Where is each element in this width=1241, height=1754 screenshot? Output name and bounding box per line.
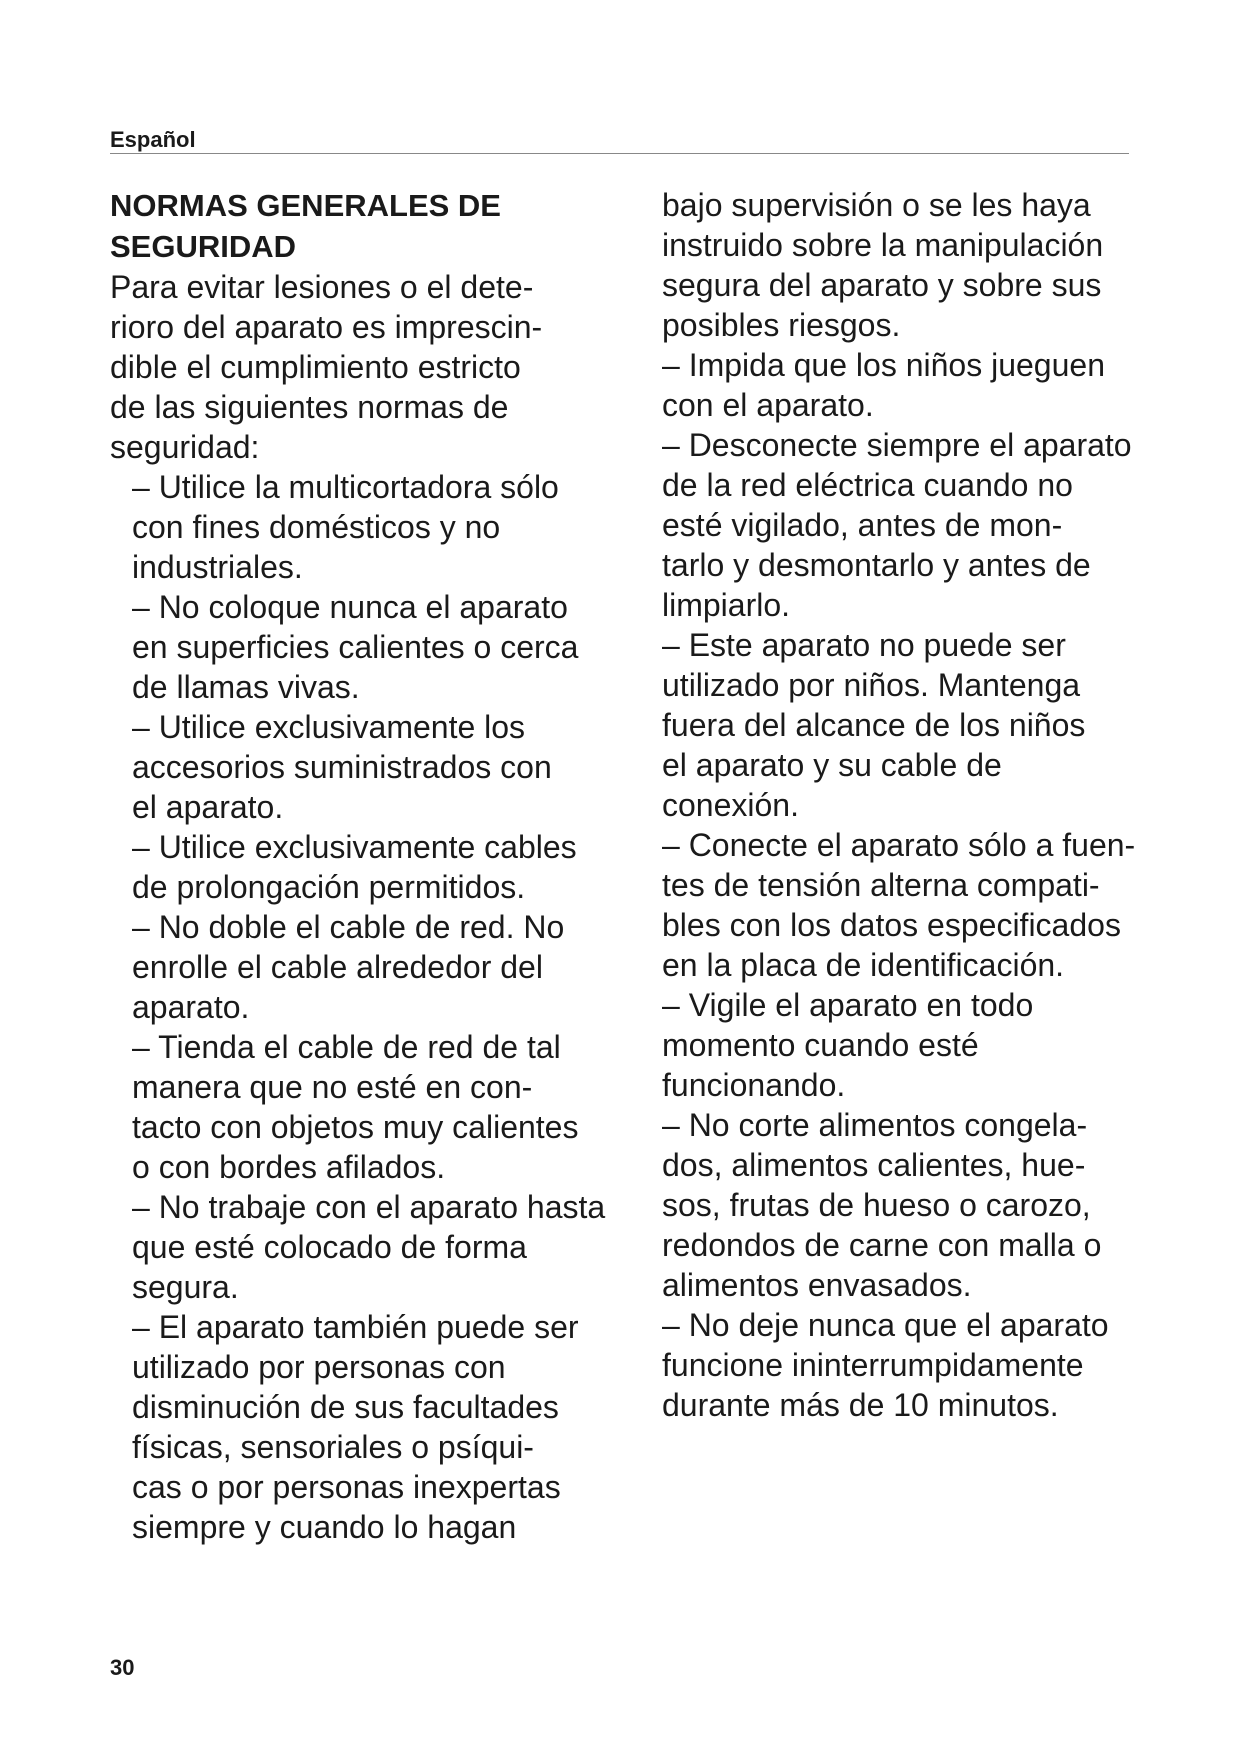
list-line: – Utilice exclusivamente los bbox=[132, 709, 526, 745]
right-line: sos, frutas de hueso o carozo, bbox=[662, 1187, 1091, 1223]
list-line: segura. bbox=[132, 1269, 239, 1305]
right-line: fuera del alcance de los niños bbox=[662, 707, 1086, 743]
list-line: utilizado por personas con bbox=[132, 1349, 506, 1385]
list-line: – Utilice la multicortadora sólo bbox=[132, 469, 559, 505]
list-line: físicas, sensoriales o psíqui- bbox=[132, 1429, 534, 1465]
right-line: – Vigile el aparato en todo bbox=[662, 987, 1034, 1023]
title-line: SEGURIDAD bbox=[110, 229, 297, 264]
intro-line: de las siguientes normas de bbox=[110, 389, 509, 425]
list-line: el aparato. bbox=[132, 789, 284, 825]
right-line: – No corte alimentos congela- bbox=[662, 1107, 1088, 1143]
right-line: funcione ininterrumpidamente bbox=[662, 1347, 1084, 1383]
right-line: segura del aparato y sobre sus bbox=[662, 267, 1102, 303]
list-line: de llamas vivas. bbox=[132, 669, 360, 705]
right-line: – Este aparato no puede ser bbox=[662, 627, 1066, 663]
right-line: de la red eléctrica cuando no bbox=[662, 467, 1073, 503]
right-line: limpiarlo. bbox=[662, 587, 791, 623]
right-line: esté vigilado, antes de mon- bbox=[662, 507, 1063, 543]
list-line: – No trabaje con el aparato hasta bbox=[132, 1189, 606, 1225]
right-line: posibles riesgos. bbox=[662, 307, 901, 343]
safety-list bbox=[110, 467, 650, 1547]
intro-paragraph bbox=[110, 267, 650, 467]
list-line: – No coloque nunca el aparato bbox=[132, 589, 568, 625]
right-line: conexión. bbox=[662, 787, 799, 823]
right-column bbox=[662, 185, 1182, 1425]
right-line: tes de tensión alterna compati- bbox=[662, 867, 1100, 903]
section-title bbox=[110, 185, 650, 267]
right-line: utilizado por niños. Mantenga bbox=[662, 667, 1081, 703]
right-line: redondos de carne con malla o bbox=[662, 1227, 1102, 1263]
left-column bbox=[110, 185, 650, 1547]
right-line: el aparato y su cable de bbox=[662, 747, 1002, 783]
list-line: siempre y cuando lo hagan bbox=[132, 1509, 517, 1545]
right-line: alimentos envasados. bbox=[662, 1267, 972, 1303]
list-line: que esté colocado de forma bbox=[132, 1229, 527, 1265]
list-line: tacto con objetos muy calientes bbox=[132, 1109, 579, 1145]
list-line: con fines domésticos y no bbox=[132, 509, 501, 545]
right-line: – No deje nunca que el aparato bbox=[662, 1307, 1109, 1343]
list-line: – Tienda el cable de red de tal bbox=[132, 1029, 561, 1065]
right-line: momento cuando esté bbox=[662, 1027, 979, 1063]
list-line: en superficies calientes o cerca bbox=[132, 629, 579, 665]
intro-line: Para evitar lesiones o el dete- bbox=[110, 269, 534, 305]
right-line: bajo supervisión o se les haya bbox=[662, 187, 1091, 223]
right-line: – Conecte el aparato sólo a fuen- bbox=[662, 827, 1136, 863]
list-line: enrolle el cable alrededor del bbox=[132, 949, 543, 985]
right-line: instruido sobre la manipulación bbox=[662, 227, 1104, 263]
intro-line: rioro del aparato es imprescin- bbox=[110, 309, 543, 345]
list-line: accesorios suministrados con bbox=[132, 749, 552, 785]
list-line: – Utilice exclusivamente cables bbox=[132, 829, 577, 865]
list-line: industriales. bbox=[132, 549, 303, 585]
page-number: 30 bbox=[110, 1655, 135, 1680]
list-line: aparato. bbox=[132, 989, 250, 1025]
header-divider bbox=[110, 153, 1129, 154]
header-language: Español bbox=[110, 127, 196, 152]
intro-line: seguridad: bbox=[110, 429, 260, 465]
list-line: cas o por personas inexpertas bbox=[132, 1469, 561, 1505]
right-line: – Impida que los niños jueguen bbox=[662, 347, 1105, 383]
right-line: tarlo y desmontarlo y antes de bbox=[662, 547, 1091, 583]
list-line: – No doble el cable de red. No bbox=[132, 909, 565, 945]
list-line: de prolongación permitidos. bbox=[132, 869, 526, 905]
list-line: – El aparato también puede ser bbox=[132, 1309, 579, 1345]
right-line: con el aparato. bbox=[662, 387, 874, 423]
title-line: NORMAS GENERALES DE bbox=[110, 188, 501, 223]
list-line: manera que no esté en con- bbox=[132, 1069, 533, 1105]
right-line: durante más de 10 minutos. bbox=[662, 1387, 1059, 1423]
right-line: dos, alimentos calientes, hue- bbox=[662, 1147, 1086, 1183]
list-line: o con bordes afilados. bbox=[132, 1149, 446, 1185]
right-line: en la placa de identificación. bbox=[662, 947, 1065, 983]
intro-line: dible el cumplimiento estricto bbox=[110, 349, 521, 385]
list-line: disminución de sus facultades bbox=[132, 1389, 559, 1425]
right-line: funcionando. bbox=[662, 1067, 846, 1103]
right-line: bles con los datos especificados bbox=[662, 907, 1121, 943]
right-line: – Desconecte siempre el aparato bbox=[662, 427, 1132, 463]
